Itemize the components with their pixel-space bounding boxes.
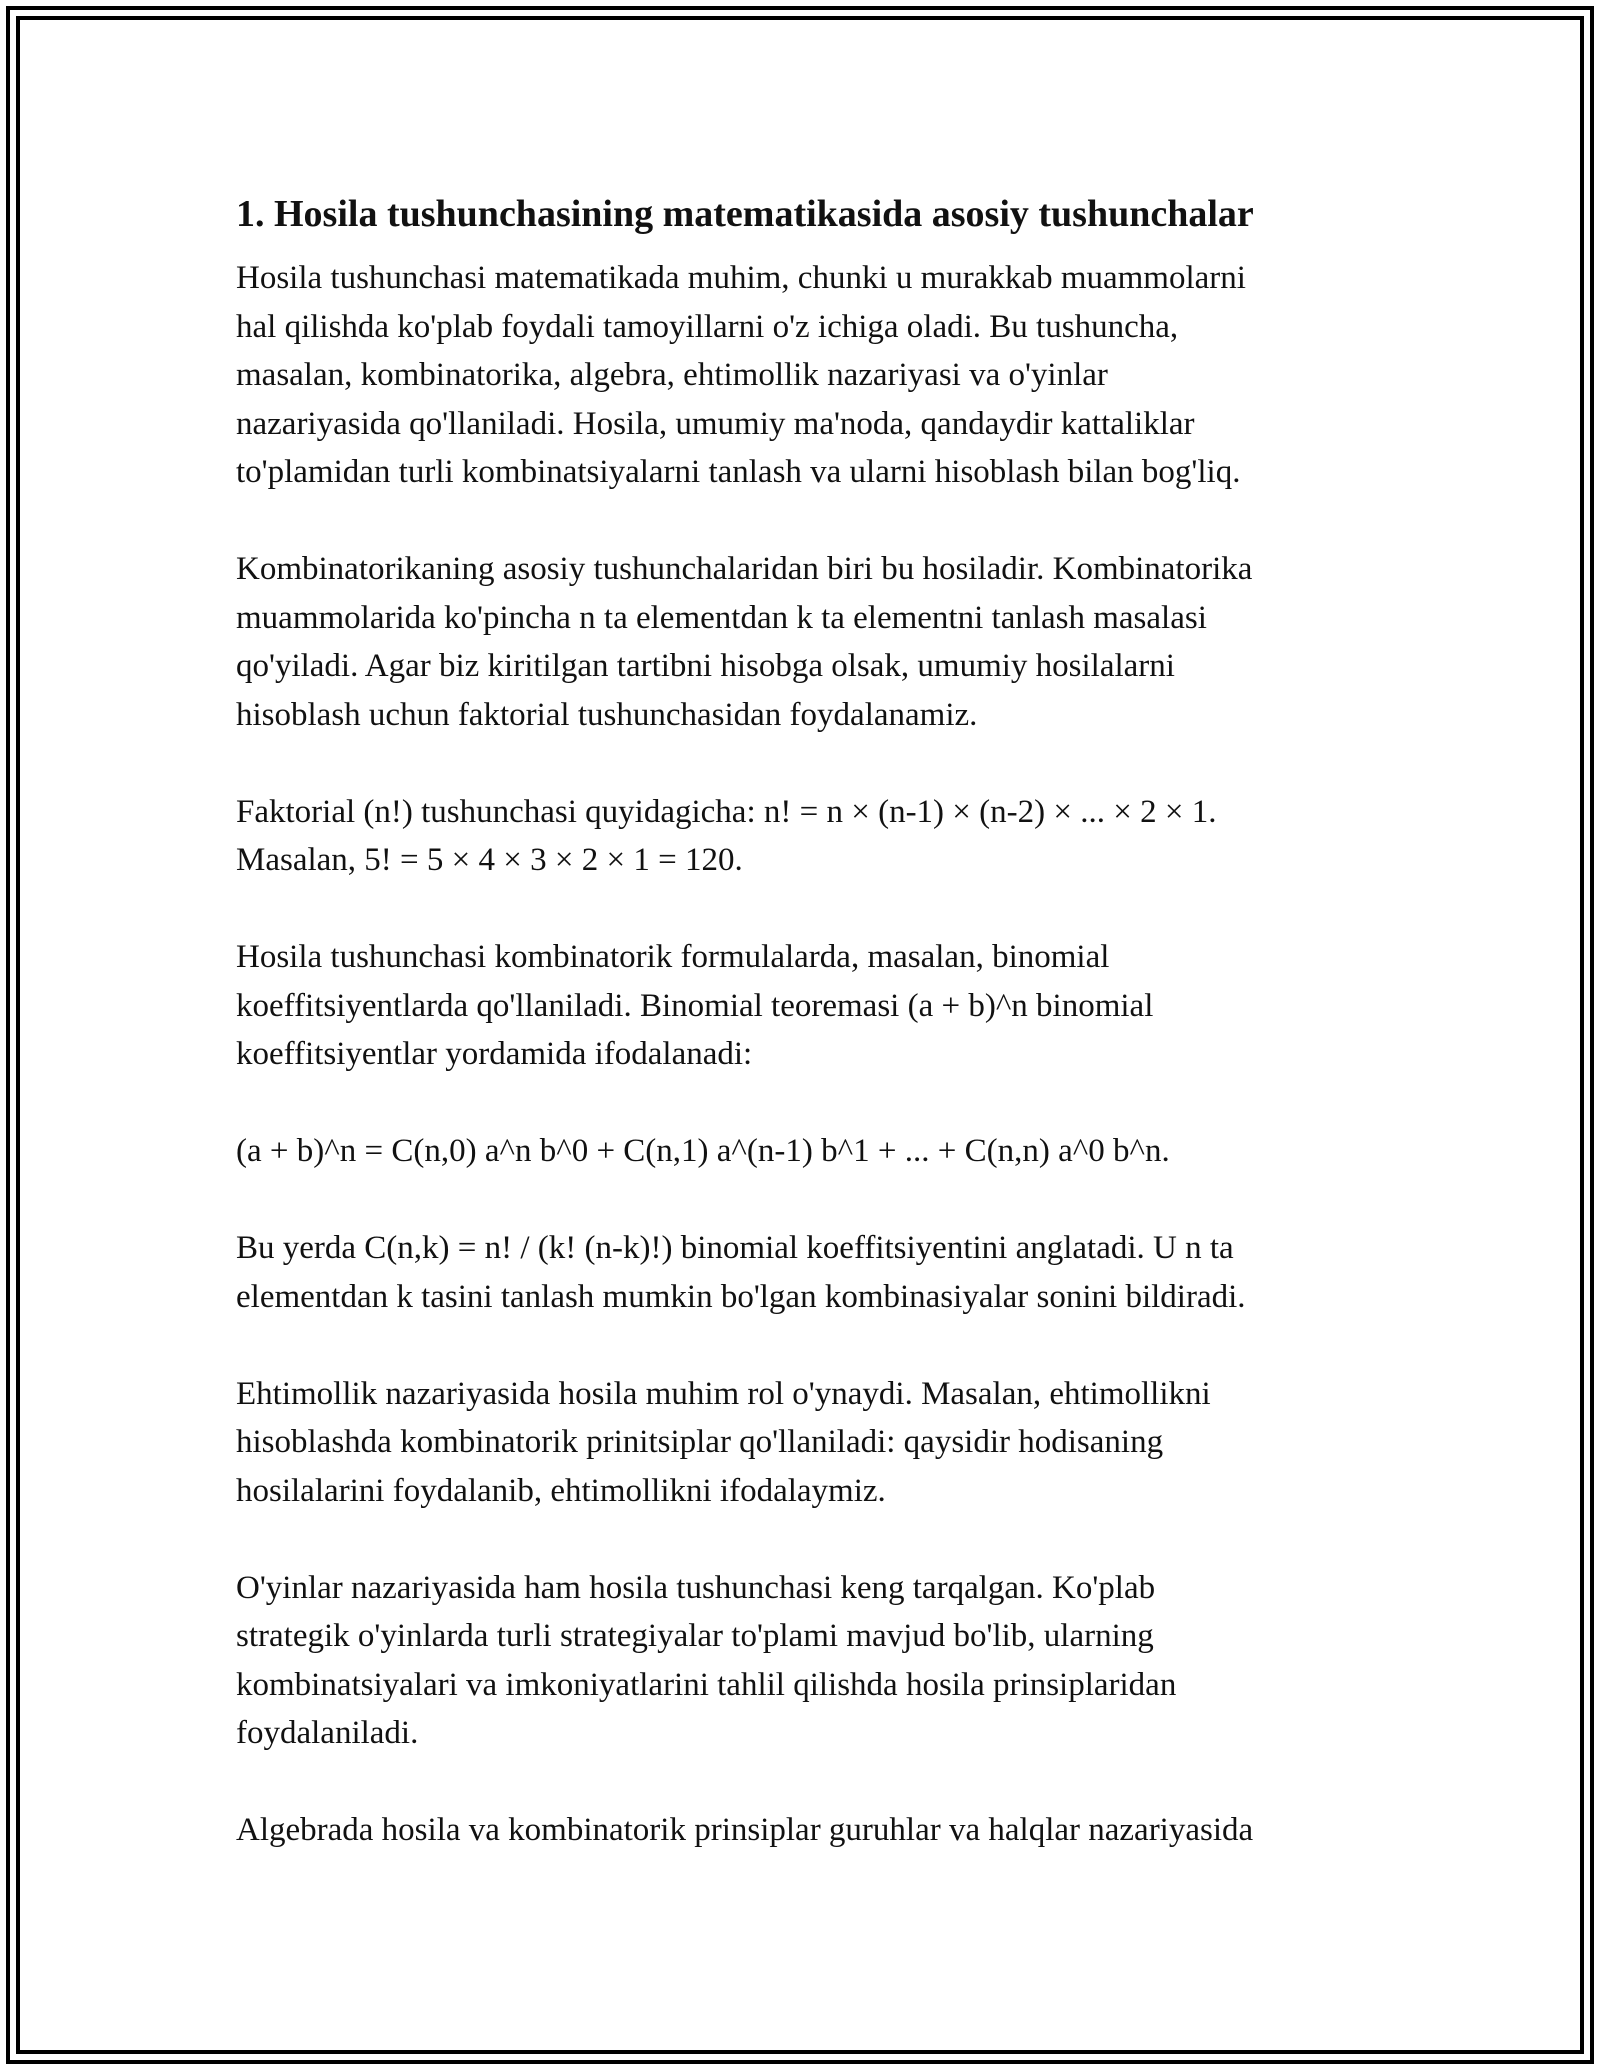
paragraph-binomial-coefficient: Bu yerda C(n,k) = n! / (k! (n-k)!) binomial koeffitsiyentini anglatadi. U n ta elementdan k tasini tanlash mumkin bo'lgan kombinasiyalar sonini bildiradi. <box>236 1230 1246 1315</box>
binomial-formula: (a + b)^n = C(n,0) a^n b^0 + C(n,1) a^(n-1) b^1 + ... + C(n,n) a^0 b^n. <box>236 1133 1170 1169</box>
paragraph-intro: Hosila tushunchasi matematikada muhim, chunki u murakkab muammolarni hal qilishda ko'plab foydali tamoyillarni o'z ichiga oladi. Bu tushuncha, masalan, kombinatorika, algebra, ehtimollik nazariyasi va o'yinlar nazariyasida qo'llaniladi. Hosila, umumiy ma'noda, qandaydir kattaliklar to'plamidan turli kombinatsiyalarni tanlash va ularni hisoblash bilan bog'liq. <box>236 260 1246 490</box>
paragraph-algebra: Algebrada hosila va kombinatorik prinsiplar guruhlar va halqlar nazariyasida <box>236 1812 1254 1848</box>
paragraph-factorial: Faktorial (n!) tushunchasi quyidagicha: n! = n × (n-1) × (n-2) × ... × 2 × 1. Masalan, 5! = 5 × 4 × 3 × 2 × 1 = 120. <box>236 793 1217 878</box>
section-heading: 1. Hosila tushunchasining matematikasida asosiy tushunchalar <box>236 193 1254 235</box>
document-body <box>236 188 1386 1903</box>
paragraph-combinatorics: Kombinatorikaning asosiy tushunchalaridan biri bu hosiladir. Kombinatorika muammolarida ko'pincha n ta elementdan k ta elementni tanlash masalasi qo'yiladi. Agar biz kiritilgan tartibni hisobga olsak, umumiy hosilalarni hisoblash uchun faktorial tushunchasidan foydalanamiz. <box>236 551 1253 733</box>
paragraph-game-theory: O'yinlar nazariyasida ham hosila tushunchasi keng tarqalgan. Ko'plab strategik o'yinlarda turli strategiyalar to'plami mavjud bo'lib, ularning kombinatsiyalari va imkoniyatlarini tahlil qilishda hosila prinsiplaridan foydalaniladi. <box>236 1569 1177 1751</box>
paragraph-binomial: Hosila tushunchasi kombinatorik formulalarda, masalan, binomial koeffitsiyentlarda qo'llaniladi. Binomial teoremasi (a + b)^n binomial koeffitsiyentlar yordamida ifodalanadi: <box>236 939 1154 1072</box>
paragraph-probability: Ehtimollik nazariyasida hosila muhim rol o'ynaydi. Masalan, ehtimollikni hisoblashda kombinatorik prinitsiplar qo'llaniladi: qaysidir hodisaning hosilalarini foydalanib, ehtimollikni ifodalaymiz. <box>236 1375 1211 1509</box>
